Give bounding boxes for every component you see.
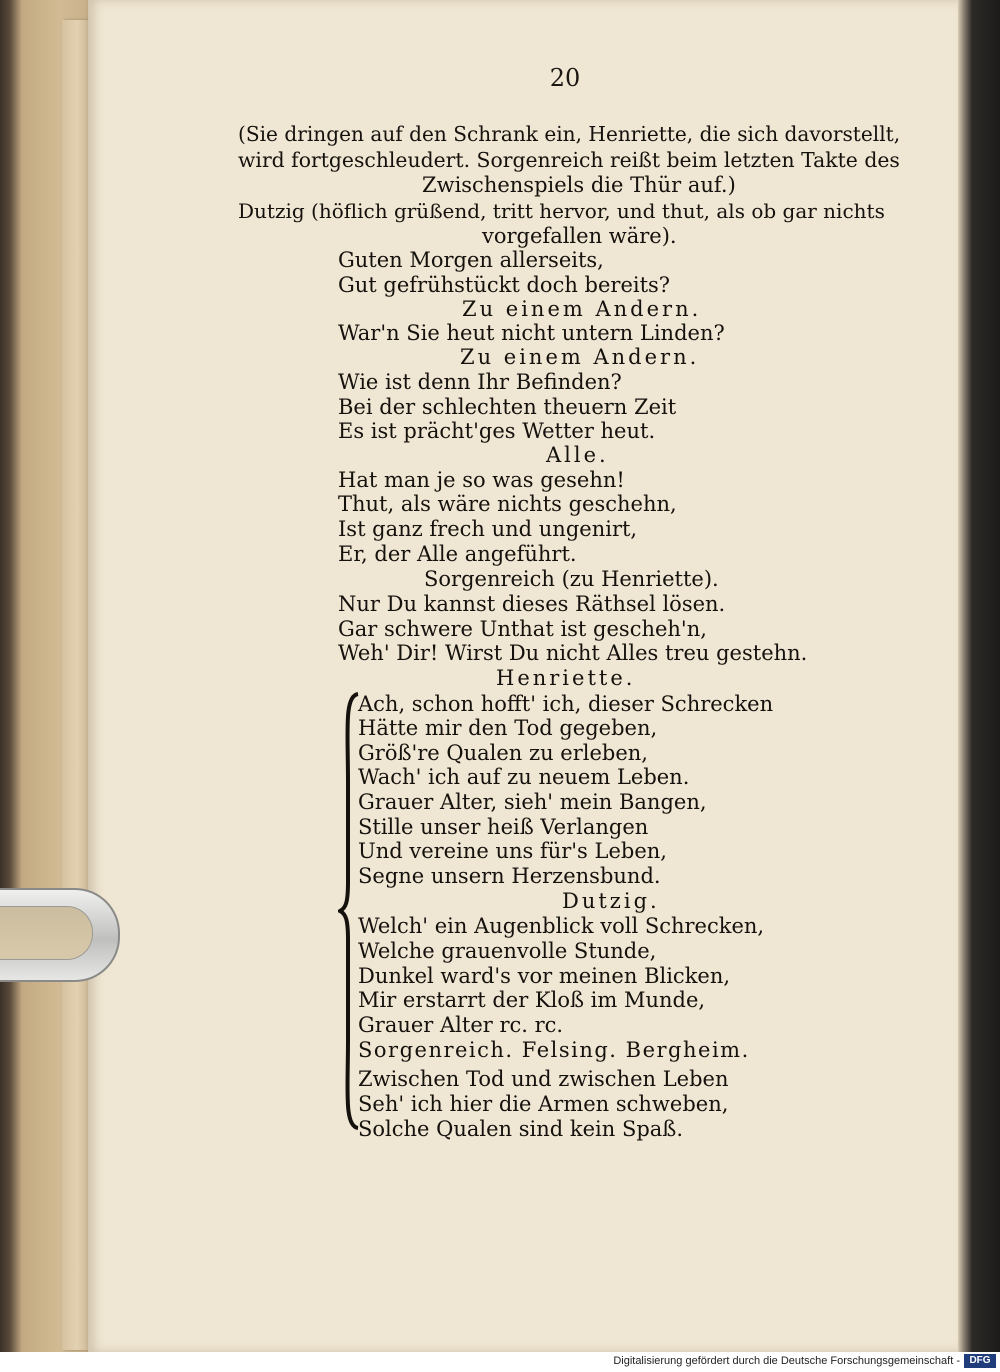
verse-line: Dunkel ward's vor meinen Blicken, [358, 964, 731, 988]
paper-clip-inner [0, 906, 93, 960]
stage-direction-line: wird fortgeschleudert. Sorgenreich reißt beim letzten Takte des [238, 148, 900, 172]
verse-line: Segne unsern Herzensbund. [358, 864, 661, 888]
dfg-logo: DFG [964, 1354, 996, 1368]
verse-line: Wach' ich auf zu neuem Leben. [358, 765, 690, 789]
speaker-line: Sorgenreich (zu Henriette). [424, 567, 719, 591]
verse-line: Hat man je so was gesehn! [338, 468, 625, 492]
curly-brace-icon [338, 692, 360, 1130]
verse-line: Ach, schon hofft' ich, dieser Schrecken [358, 692, 774, 716]
verse-line: Nur Du kannst dieses Räthsel lösen. [338, 592, 726, 616]
verse-line: Er, der Alle angeführt. [338, 542, 577, 566]
verse-line: Bei der schlechten theuern Zeit [338, 395, 677, 419]
footer-credit: Digitalisierung gefördert durch die Deutsche Forschungsgemeinschaft - [613, 1355, 960, 1367]
verse-line: Gar schwere Unthat ist gescheh'n, [338, 617, 707, 641]
verse-line: Guten Morgen allerseits, [338, 248, 604, 272]
verse-line: Gut gefrühstückt doch bereits? [338, 273, 671, 297]
verse-line: Grauer Alter rc. rc. [358, 1013, 564, 1037]
speaker-name: Henriette. [496, 666, 636, 690]
verse-line: Welche grauenvolle Stunde, [358, 939, 657, 963]
stage-direction-line: Zu einem Andern. [462, 297, 702, 321]
verse-line: Hätte mir den Tod gegeben, [358, 716, 658, 740]
stage-direction-line: Zwischenspiels die Thür auf.) [422, 173, 736, 197]
verse-line: Es ist prächt'ges Wetter heut. [338, 419, 656, 443]
verse-line: Größ're Qualen zu erleben, [358, 741, 648, 765]
verse-line: Stille unser heiß Verlangen [358, 815, 649, 839]
book-spine-shadow [958, 0, 1000, 1372]
verse-line: Ist ganz frech und ungenirt, [338, 517, 638, 541]
verse-line: Weh' Dir! Wirst Du nicht Alles treu gestehn. [338, 641, 808, 665]
page-number: 20 [549, 64, 581, 92]
verse-line: Und vereine uns für's Leben, [358, 839, 667, 863]
verse-line: Zwischen Tod und zwischen Leben [358, 1067, 729, 1091]
verse-line: Welch' ein Augenblick voll Schrecken, [358, 914, 765, 938]
stage-direction-line: (Sie dringen auf den Schrank ein, Henriette, die sich davorstellt, [238, 122, 901, 146]
speaker-name: Dutzig. [562, 889, 660, 913]
verse-line: Grauer Alter, sieh' mein Bangen, [358, 790, 707, 814]
speaker-line: Dutzig (höflich grüßend, tritt hervor, und thut, als ob gar nichts [238, 199, 885, 223]
verse-line: Wie ist denn Ihr Befinden? [338, 370, 622, 394]
speaker-line: Sorgenreich. Felsing. Bergheim. [358, 1038, 750, 1062]
stage-direction-line: Zu einem Andern. [460, 345, 700, 369]
verse-line: Thut, als wäre nichts geschehn, [338, 492, 677, 516]
speaker-name: Alle. [546, 443, 609, 467]
stage-direction-line: vorgefallen wäre). [482, 224, 677, 248]
verse-line: Seh' ich hier die Armen schweben, [358, 1092, 729, 1116]
verse-line: Solche Qualen sind kein Spaß. [358, 1117, 683, 1141]
verse-line: Mir erstarrt der Kloß im Munde, [358, 988, 706, 1012]
verse-line: War'n Sie heut nicht untern Linden? [338, 321, 725, 345]
